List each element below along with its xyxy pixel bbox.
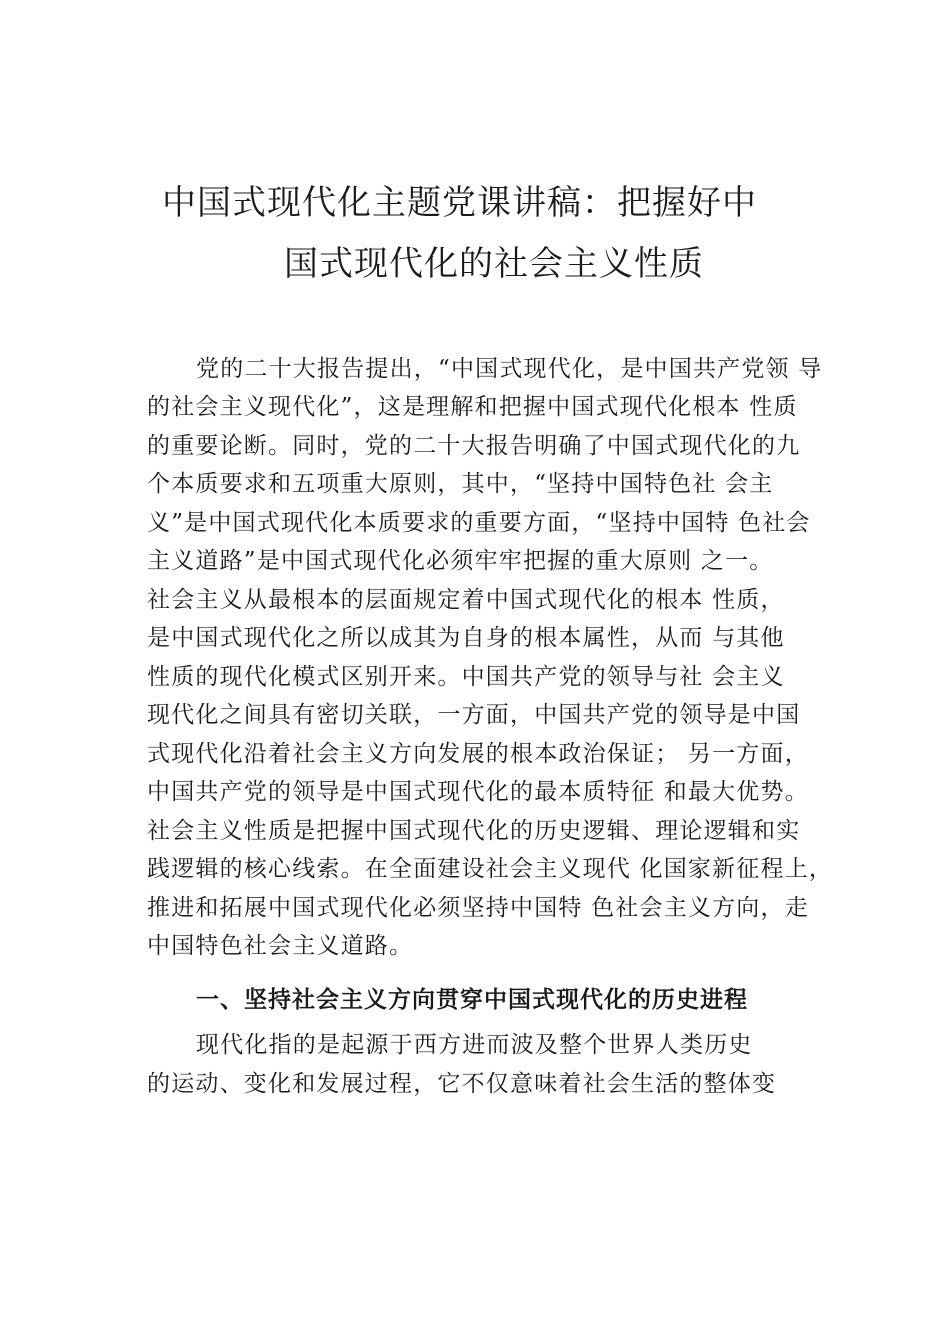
paragraph-1-line-8: 是中国式现代化之所以成其为自身的根本属性，从而 与其他	[147, 625, 785, 651]
paragraph-1-line-14: 践逻辑的核心线索。在全面建设社会主义现代 化国家新征程上，	[147, 856, 834, 882]
paragraph-1-line-5: 义”是中国式现代化本质要求的重要方面，“坚持中国特 色社会	[147, 510, 811, 536]
paragraph-2-line-2: 的运动、变化和发展过程，它不仅意味着社会生活的整体变	[147, 1071, 777, 1097]
paragraph-1-line-12: 中国共产党的领导是中国式现代化的最本质特征 和最大优势。	[147, 779, 809, 805]
paragraph-2-line-1: 现代化指的是起源于西方进而波及整个世界人类历史	[196, 1032, 753, 1058]
document-title-line-1: 中国式现代化主题党课讲稿：把握好中	[162, 183, 757, 223]
paragraph-1-line-3: 的重要论断。同时，党的二十大报告明确了中国式现代化的九	[147, 433, 801, 459]
section-heading: 一、坚持社会主义方向贯穿中国式现代化的历史进程	[196, 987, 748, 1013]
paragraph-1-line-16: 中国特色社会主义道路。	[147, 933, 414, 959]
paragraph-1-line-13: 社会主义性质是把握中国式现代化的历史逻辑、理论逻辑和实	[147, 818, 801, 844]
paragraph-1-line-7: 社会主义从最根本的层面规定着中国式现代化的根本 性质，	[147, 587, 785, 613]
paragraph-1-line-2: 的社会主义现代化”，这是理解和把握中国式现代化根本 性质	[147, 394, 798, 420]
paragraph-1-line-4: 个本质要求和五项重大原则，其中，“坚持中国特色社 会主	[147, 471, 774, 497]
paragraph-1-line-10: 现代化之间具有密切关联，一方面，中国共产党的领导是中国	[147, 702, 801, 728]
paragraph-1-line-9: 性质的现代化模式区别开来。中国共产党的领导与社 会主义	[147, 664, 785, 690]
paragraph-1-line-15: 推进和拓展中国式现代化必须坚持中国特 色社会主义方向，走	[147, 895, 809, 921]
paragraph-1-line-11: 式现代化沿着社会主义方向发展的根本政治保证； 另一方面，	[147, 741, 809, 767]
paragraph-1-line-1: 党的二十大报告提出，“中国式现代化，是中国共产党领 导	[196, 356, 823, 382]
paragraph-1-line-6: 主义道路”是中国式现代化必须牢牢把握的重大原则 之一。	[147, 548, 774, 574]
document-title-line-2: 国式现代化的社会主义性质	[284, 244, 704, 284]
